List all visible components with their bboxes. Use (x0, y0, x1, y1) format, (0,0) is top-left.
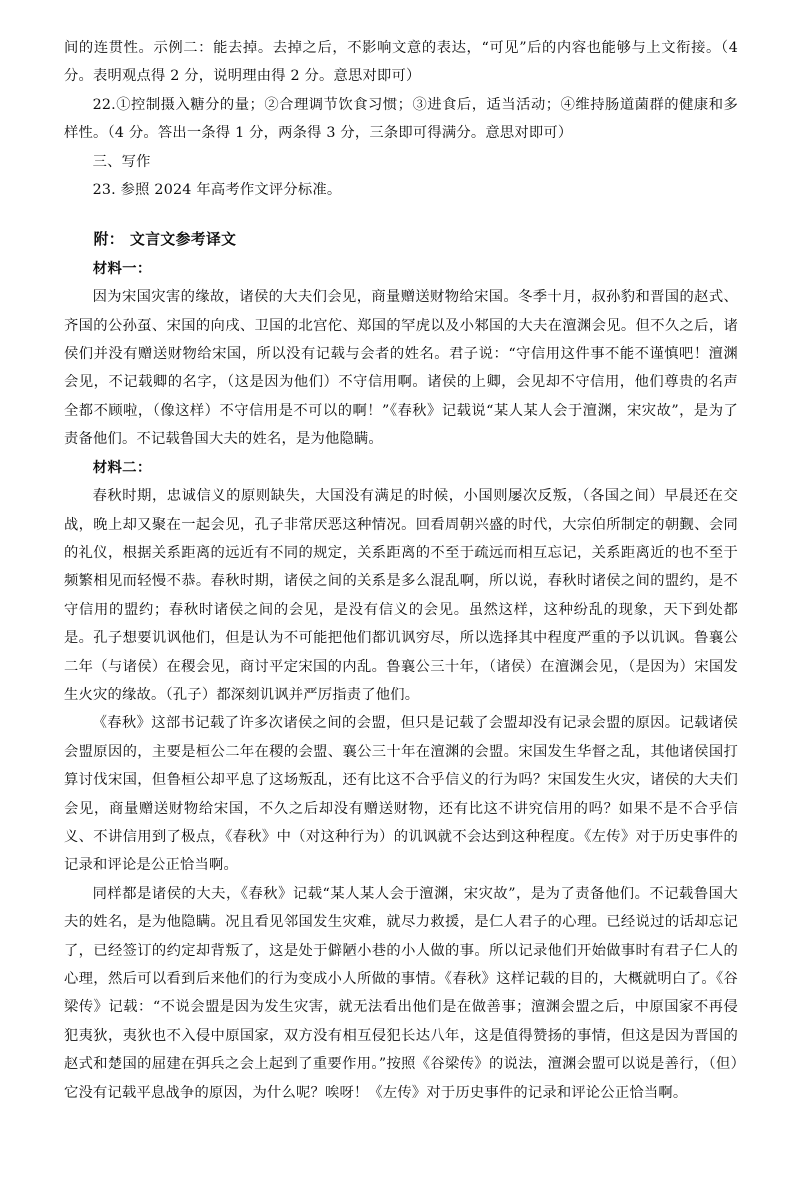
appendix-heading (64, 226, 738, 254)
material-one-paragraph-1: 因为宋国灾害的缘故，诸侯的大夫们会见，商量赠送财物给宋国。冬季十月，叔孙豹和晋国的赵式、齐国的公孙虿、宋国的向戌、卫国的北宫佗、郑国的罕虎以及小邾国的大夫在澶渊会见。但不久之后，诸侯们并没有赠送财物给宋国，所以没有记载与会者的姓名。君子说：“守信用这件事不能不谨慎吧！澶渊会见，不记载卿的名字，（这是因为他们）不守信用啊。诸侯的上卿，会见却不守信用，他们尊贵的名声全都不顾啦，（像这样）不守信用是不可以的啊！”《春秋》记载说“某人某人会于澶渊，宋灾故”，是为了责备他们。不记载鲁国大夫的姓名，是为他隐瞒。 (64, 289, 738, 448)
spacer (64, 204, 738, 226)
answer-paragraph-continuation: 间的连贯性。示例二：能去掉。去掉之后，不影响文意的表达，“可见”后的内容也能够与上文衔接。（4 分。表明观点得 2 分，说明理由得 2 分。意思对即可） (64, 40, 738, 85)
material-two-paragraph-1: 春秋时期，忠诚信义的原则缺失，大国没有满足的时候，小国则屡次反叛，（各国之间）早晨还在交战，晚上却又聚在一起会见，孔子非常厌恶这种情况。回看周朝兴盛的时代，大宗伯所制定的朝觐、会同的礼仪，根据关系距离的远近有不同的规定，关系距离的不至于疏远而相互忘记，关系距离近的也不至于频繁相见而轻慢不恭。春秋时期，诸侯之间的关系是多么混乱啊，所以说，春秋时诸侯之间的盟约，是不守信用的盟约；春秋时诸侯之间的会见，是没有信义的会见。虽然这样，这种纷乱的现象，天下到处都是。孔子想要讥讽他们，但是认为不可能把他们都讥讽穷尽，所以选择其中程度严重的予以讥讽。鲁襄公二年（与诸侯）在稷会见，商讨平定宋国的内乱。鲁襄公三十年，（诸侯）在澶渊会见，（是因为）宋国发生火灾的缘故。（孔子）都深刻讥讽并严厉指责了他们。 (64, 488, 738, 703)
answer-question-23: 23. 参照 2024 年高考作文评分标准。 (92, 182, 342, 199)
appendix-label: 附： (93, 231, 124, 249)
material-one-heading: 材料一： (92, 259, 152, 277)
answer-question-22: 22.①控制摄入糖分的量；②合理调节饮食习惯；③进食后，适当活动；④维持肠道菌群的健康和多样性。（4 分。答出一条得 1 分，两条得 3 分，三条即可得满分。意思对即可） (64, 96, 738, 142)
material-two-paragraph-2: 《春秋》这部书记载了许多次诸侯之间的会盟，但只是记载了会盟却没有记录会盟的原因。记载诸侯会盟原因的，主要是桓公二年在稷的会盟、襄公三十年在澶渊的会盟。宋国发生华督之乱，其他诸侯国打算讨伐宋国，但鲁桓公却平息了这场叛乱，还有比这不合乎信义的行为吗？宋国发生火灾，诸侯的大夫们会见，商量赠送财物给宋国，不久之后却没有赠送财物，还有比这不讲究信用的吗？如果不是不合乎信义、不讲信用到了极点，《春秋》中（对这种行为）的讥讽就不会达到这种程度。《左传》对于历史事件的记录和评论是公正恰当啊。 (64, 715, 738, 874)
appendix-title: 文言文参考译文 (130, 231, 237, 249)
material-two-paragraph-3: 同样都是诸侯的大夫，《春秋》记载“某人某人会于澶渊，宋灾故”，是为了责备他们。不记载鲁国大夫的姓名，是为他隐瞒。况且看见邻国发生灾难，就尽力救援，是仁人君子的心理。已经说过的话却忘记了，已经签订的约定却背叛了，这是处于僻陋小巷的小人做的事。所以记录他们开始做事时有君子仁人的心理，然后可以看到后来他们的行为变成小人所做的事情。《春秋》这样记载的目的，大概就明白了。《谷梁传》记载：“不说会盟是因为发生灾害，就无法看出他们是在做善事；澶渊会盟之后，中原国家不再侵犯夷狄，夷狄也不入侵中原国家，双方没有相互侵犯长达八年，这是值得赞扬的事情，但这是因为晋国的赵式和楚国的屈建在弭兵之会上起到了重要作用。”按照《谷梁传》的说法，澶渊会盟可以说是善行，（但）它没有记载平息战争的原因，为什么呢？唉呀！《左传》对于历史事件的记录和评论公正恰当啊。 (64, 885, 738, 1101)
section-heading-three-writing: 三、写作 (92, 153, 151, 170)
material-two-heading: 材料二： (92, 458, 152, 476)
